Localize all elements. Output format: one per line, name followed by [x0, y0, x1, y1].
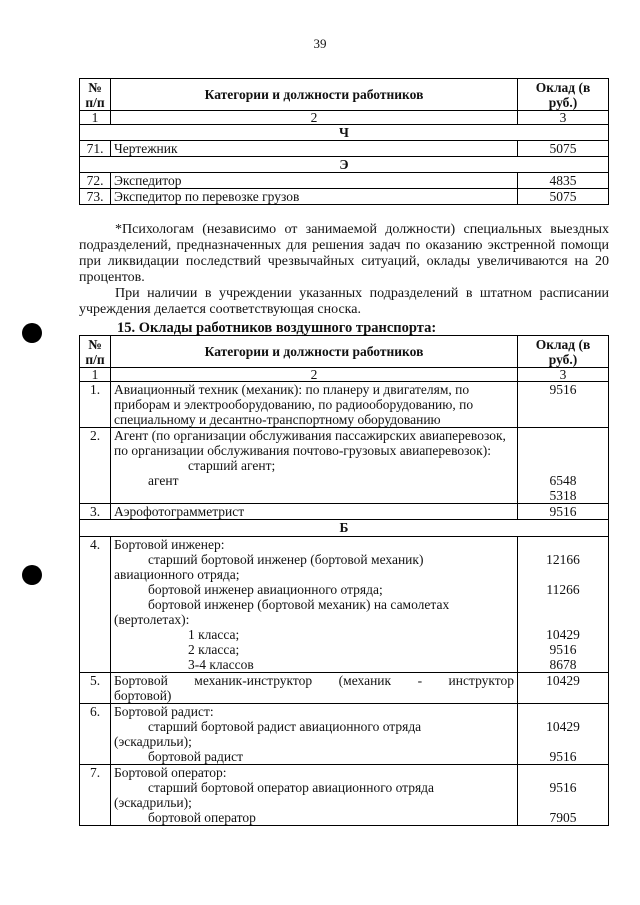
row-name [111, 537, 518, 673]
table-row [80, 673, 609, 704]
row-line: Бортовой механик-инструктор (механик - инструктор [114, 673, 514, 688]
pay-value: 10429 [546, 627, 580, 642]
index-cell: 2 [111, 111, 518, 125]
row-name: Авиационный техник (механик): по планеру и двигателям, по приборам и электрооборудованию, по радиооборудованию, по специальному и десантно-транспортному оборудованию [111, 382, 518, 428]
index-cell: 1 [80, 368, 111, 382]
row-line: старший бортовой оператор авиационного отряда [148, 780, 435, 795]
table-row [80, 428, 609, 504]
row-num: 2. [80, 428, 111, 504]
table-row [80, 765, 609, 826]
table-row [80, 382, 609, 428]
header-num: № п/п [80, 336, 111, 368]
row-line: 3-4 классов [188, 657, 254, 672]
table-row [80, 189, 609, 205]
row-pay [518, 537, 609, 673]
row-num: 73. [80, 189, 111, 205]
row-line: бортовой инженер (бортовой механик) на самолетах [148, 597, 450, 612]
row-num: 3. [80, 504, 111, 520]
table-row [80, 141, 609, 157]
pay-value: 9516 [549, 642, 577, 657]
index-cell: 3 [518, 111, 609, 125]
row-line: Бортовой инженер: [114, 537, 225, 552]
row-pay: 5075 [518, 189, 609, 205]
pay-value: 11266 [546, 582, 580, 597]
pay-value: 10429 [546, 673, 580, 688]
row-name-text: Агент (по организации обслуживания пассажирских авиаперевозок, по организации обслуживания почтово-грузовых авиаперевозок): [114, 428, 506, 458]
row-num: 4. [80, 537, 111, 673]
index-cell: 3 [518, 368, 609, 382]
table-row [80, 537, 609, 673]
sub-position: агент [148, 473, 179, 488]
binder-hole-dot [22, 323, 42, 343]
index-cell: 2 [111, 368, 518, 382]
row-name: Чертежник [111, 141, 518, 157]
row-name [111, 765, 518, 826]
row-line: (эскадрильи); [114, 795, 192, 810]
row-line: бортовой инженер авиационного отряда; [148, 582, 383, 597]
footnote-paragraph: *Психологам (независимо от занимаемой должности) специальных выездных подразделений, предназначенных для решения задач по оказанию экстренной помощи при ликвидации последствий чрезвычайных ситуаций, оклады увеличиваются на 20 процентов. [79, 222, 609, 285]
pay-value: 6548 [549, 473, 577, 488]
header-pay: Оклад (в руб.) [518, 79, 609, 111]
row-name: Экспедитор [111, 173, 518, 189]
row-line: (эскадрильи); [114, 734, 192, 749]
row-line: бортовой) [114, 688, 172, 703]
row-name [111, 704, 518, 765]
row-pay [518, 673, 609, 704]
salary-table-continued [79, 78, 609, 205]
header-category: Категории и должности работников [111, 336, 518, 368]
row-line: старший бортовой радист авиационного отряда [148, 719, 422, 734]
footnote-paragraph: При наличии в учреждении указанных подразделений в штатном расписании учреждения делается соответствующая сноска. [79, 286, 609, 317]
row-name [111, 673, 518, 704]
row-line: авиационного отряда; [114, 567, 240, 582]
row-line: старший бортовой инженер (бортовой механик) [148, 552, 424, 567]
air-transport-salary-table [79, 335, 609, 826]
row-pay: 5075 [518, 141, 609, 157]
pay-value: 12166 [546, 552, 580, 567]
footnote [79, 222, 609, 318]
pay-value: 5318 [549, 488, 577, 503]
row-line: бортовой оператор [148, 810, 256, 825]
header-pay: Оклад (в руб.) [518, 336, 609, 368]
pay-value: 10429 [546, 719, 580, 734]
pay-value: 8678 [549, 657, 577, 672]
page-number: 39 [313, 36, 327, 51]
row-name [111, 428, 518, 504]
sub-position: старший агент; [188, 458, 276, 473]
row-num: 7. [80, 765, 111, 826]
row-num: 72. [80, 173, 111, 189]
row-name: Аэрофотограмметрист [111, 504, 518, 520]
row-num: 71. [80, 141, 111, 157]
header-num: № п/п [80, 79, 111, 111]
row-line: 1 класса; [188, 627, 240, 642]
pay-value: 7905 [549, 810, 577, 825]
index-cell: 1 [80, 111, 111, 125]
row-line: Бортовой радист: [114, 704, 214, 719]
header-category: Категории и должности работников [111, 79, 518, 111]
row-pay: 9516 [518, 382, 609, 428]
row-num: 5. [80, 673, 111, 704]
binder-hole-dot [22, 565, 42, 585]
row-pay: 4835 [518, 173, 609, 189]
letter-group-heading: Б [80, 520, 609, 537]
table-row [80, 704, 609, 765]
row-num: 1. [80, 382, 111, 428]
row-line: Бортовой оператор: [114, 765, 227, 780]
row-pay [518, 765, 609, 826]
row-num: 6. [80, 704, 111, 765]
pay-value: 9516 [549, 749, 577, 764]
row-line: бортовой радист [148, 749, 244, 764]
table-row [80, 504, 609, 520]
row-pay: 9516 [518, 504, 609, 520]
row-line: 2 класса; [188, 642, 240, 657]
row-pay [518, 428, 609, 504]
table-row [80, 173, 609, 189]
pay-value: 9516 [549, 780, 577, 795]
letter-group-heading: Ч [80, 125, 609, 141]
letter-group-heading: Э [80, 157, 609, 173]
row-name: Экспедитор по перевозке грузов [111, 189, 518, 205]
section-title: 15. Оклады работников воздушного транспорта: [117, 320, 437, 336]
row-pay [518, 704, 609, 765]
row-line: (вертолетах): [114, 612, 190, 627]
